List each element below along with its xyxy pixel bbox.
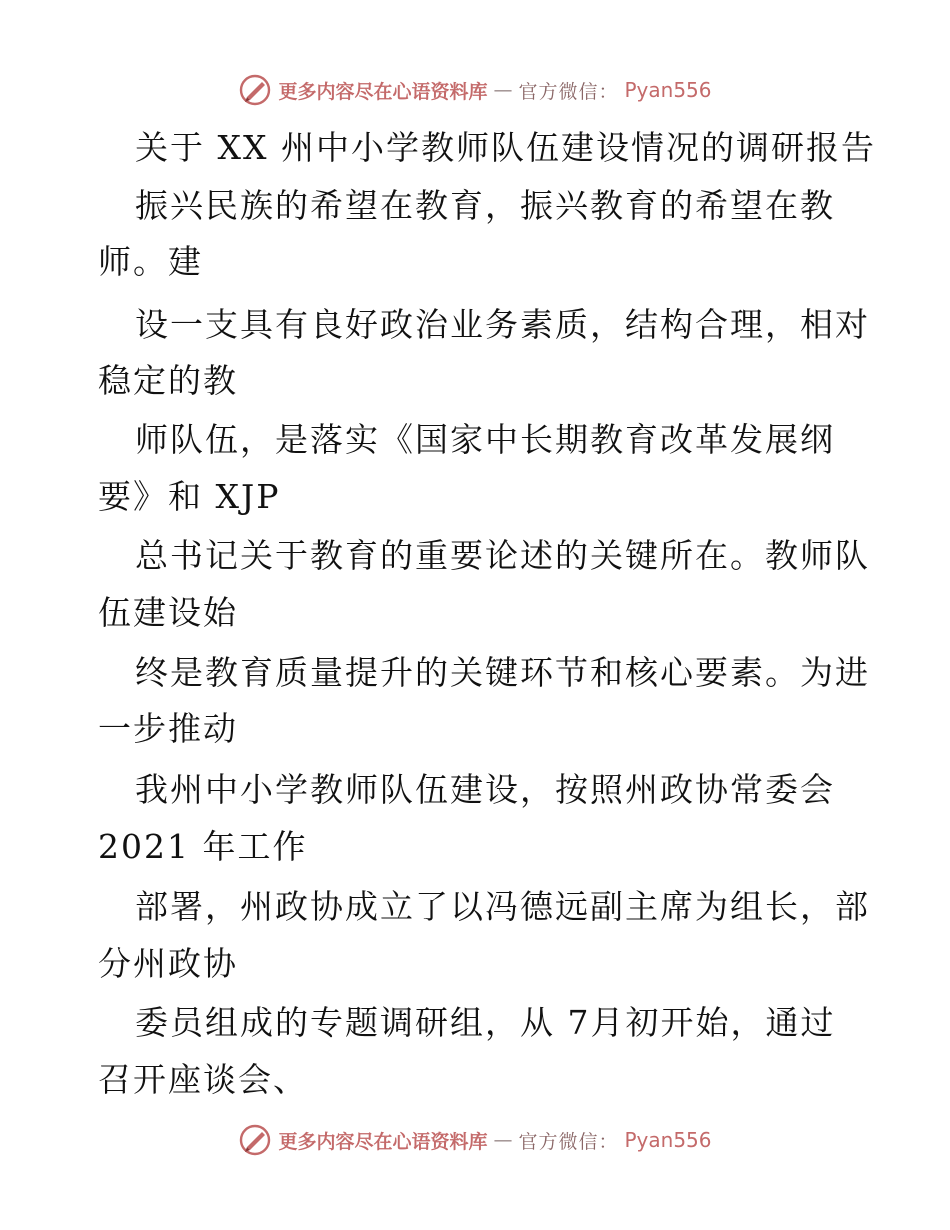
- paragraph-line: 终是教育质量提升的关键环节和核心要素。为进: [135, 653, 870, 692]
- paragraph-line: 总书记关于教育的重要论述的关键所在。教师队: [135, 536, 870, 575]
- paragraph-line: 师。建: [98, 242, 203, 281]
- paragraph-line: 召开座谈会、: [98, 1060, 308, 1099]
- watermark-wechat-label: 官方微信：: [518, 1130, 619, 1153]
- paragraph-line: 2021 年工作: [98, 827, 308, 866]
- watermark-wechat-id: Pyan556: [624, 78, 712, 102]
- document-title: 关于 XX 州中小学教师队伍建设情况的调研报告: [135, 128, 876, 167]
- paragraph-line: 振兴民族的希望在教育，振兴教育的希望在教: [135, 186, 835, 225]
- paragraph-line: 部署，州政协成立了以冯德远副主席为组长，部: [135, 887, 870, 926]
- watermark-banner-top: [0, 70, 950, 110]
- paragraph-line: 师队伍，是落实《国家中长期教育改革发展纲: [135, 420, 835, 459]
- watermark-separator: —: [493, 1129, 513, 1151]
- paragraph-line: 委员组成的专题调研组，从 7月初开始，通过: [135, 1003, 836, 1042]
- paragraph-line: 稳定的教: [98, 361, 238, 400]
- paragraph-line: 一步推动: [98, 709, 238, 748]
- paragraph-line: 要》和 XJP: [98, 477, 281, 516]
- watermark-logo-icon: [238, 1123, 272, 1157]
- watermark-logo-icon: [238, 73, 272, 107]
- watermark-banner-bottom: [0, 1120, 950, 1160]
- watermark-main-text: 更多内容尽在心语资料库: [278, 1130, 488, 1153]
- watermark-main-text: 更多内容尽在心语资料库: [278, 80, 488, 103]
- paragraph-line: 伍建设始: [98, 593, 238, 632]
- paragraph-line: 我州中小学教师队伍建设，按照州政协常委会: [135, 770, 835, 809]
- paragraph-line: 设一支具有良好政治业务素质，结构合理，相对: [135, 305, 870, 344]
- watermark-wechat-id: Pyan556: [624, 1128, 712, 1152]
- paragraph-line: 分州政协: [98, 944, 238, 983]
- watermark-wechat-label: 官方微信：: [518, 80, 619, 103]
- watermark-separator: —: [493, 79, 513, 101]
